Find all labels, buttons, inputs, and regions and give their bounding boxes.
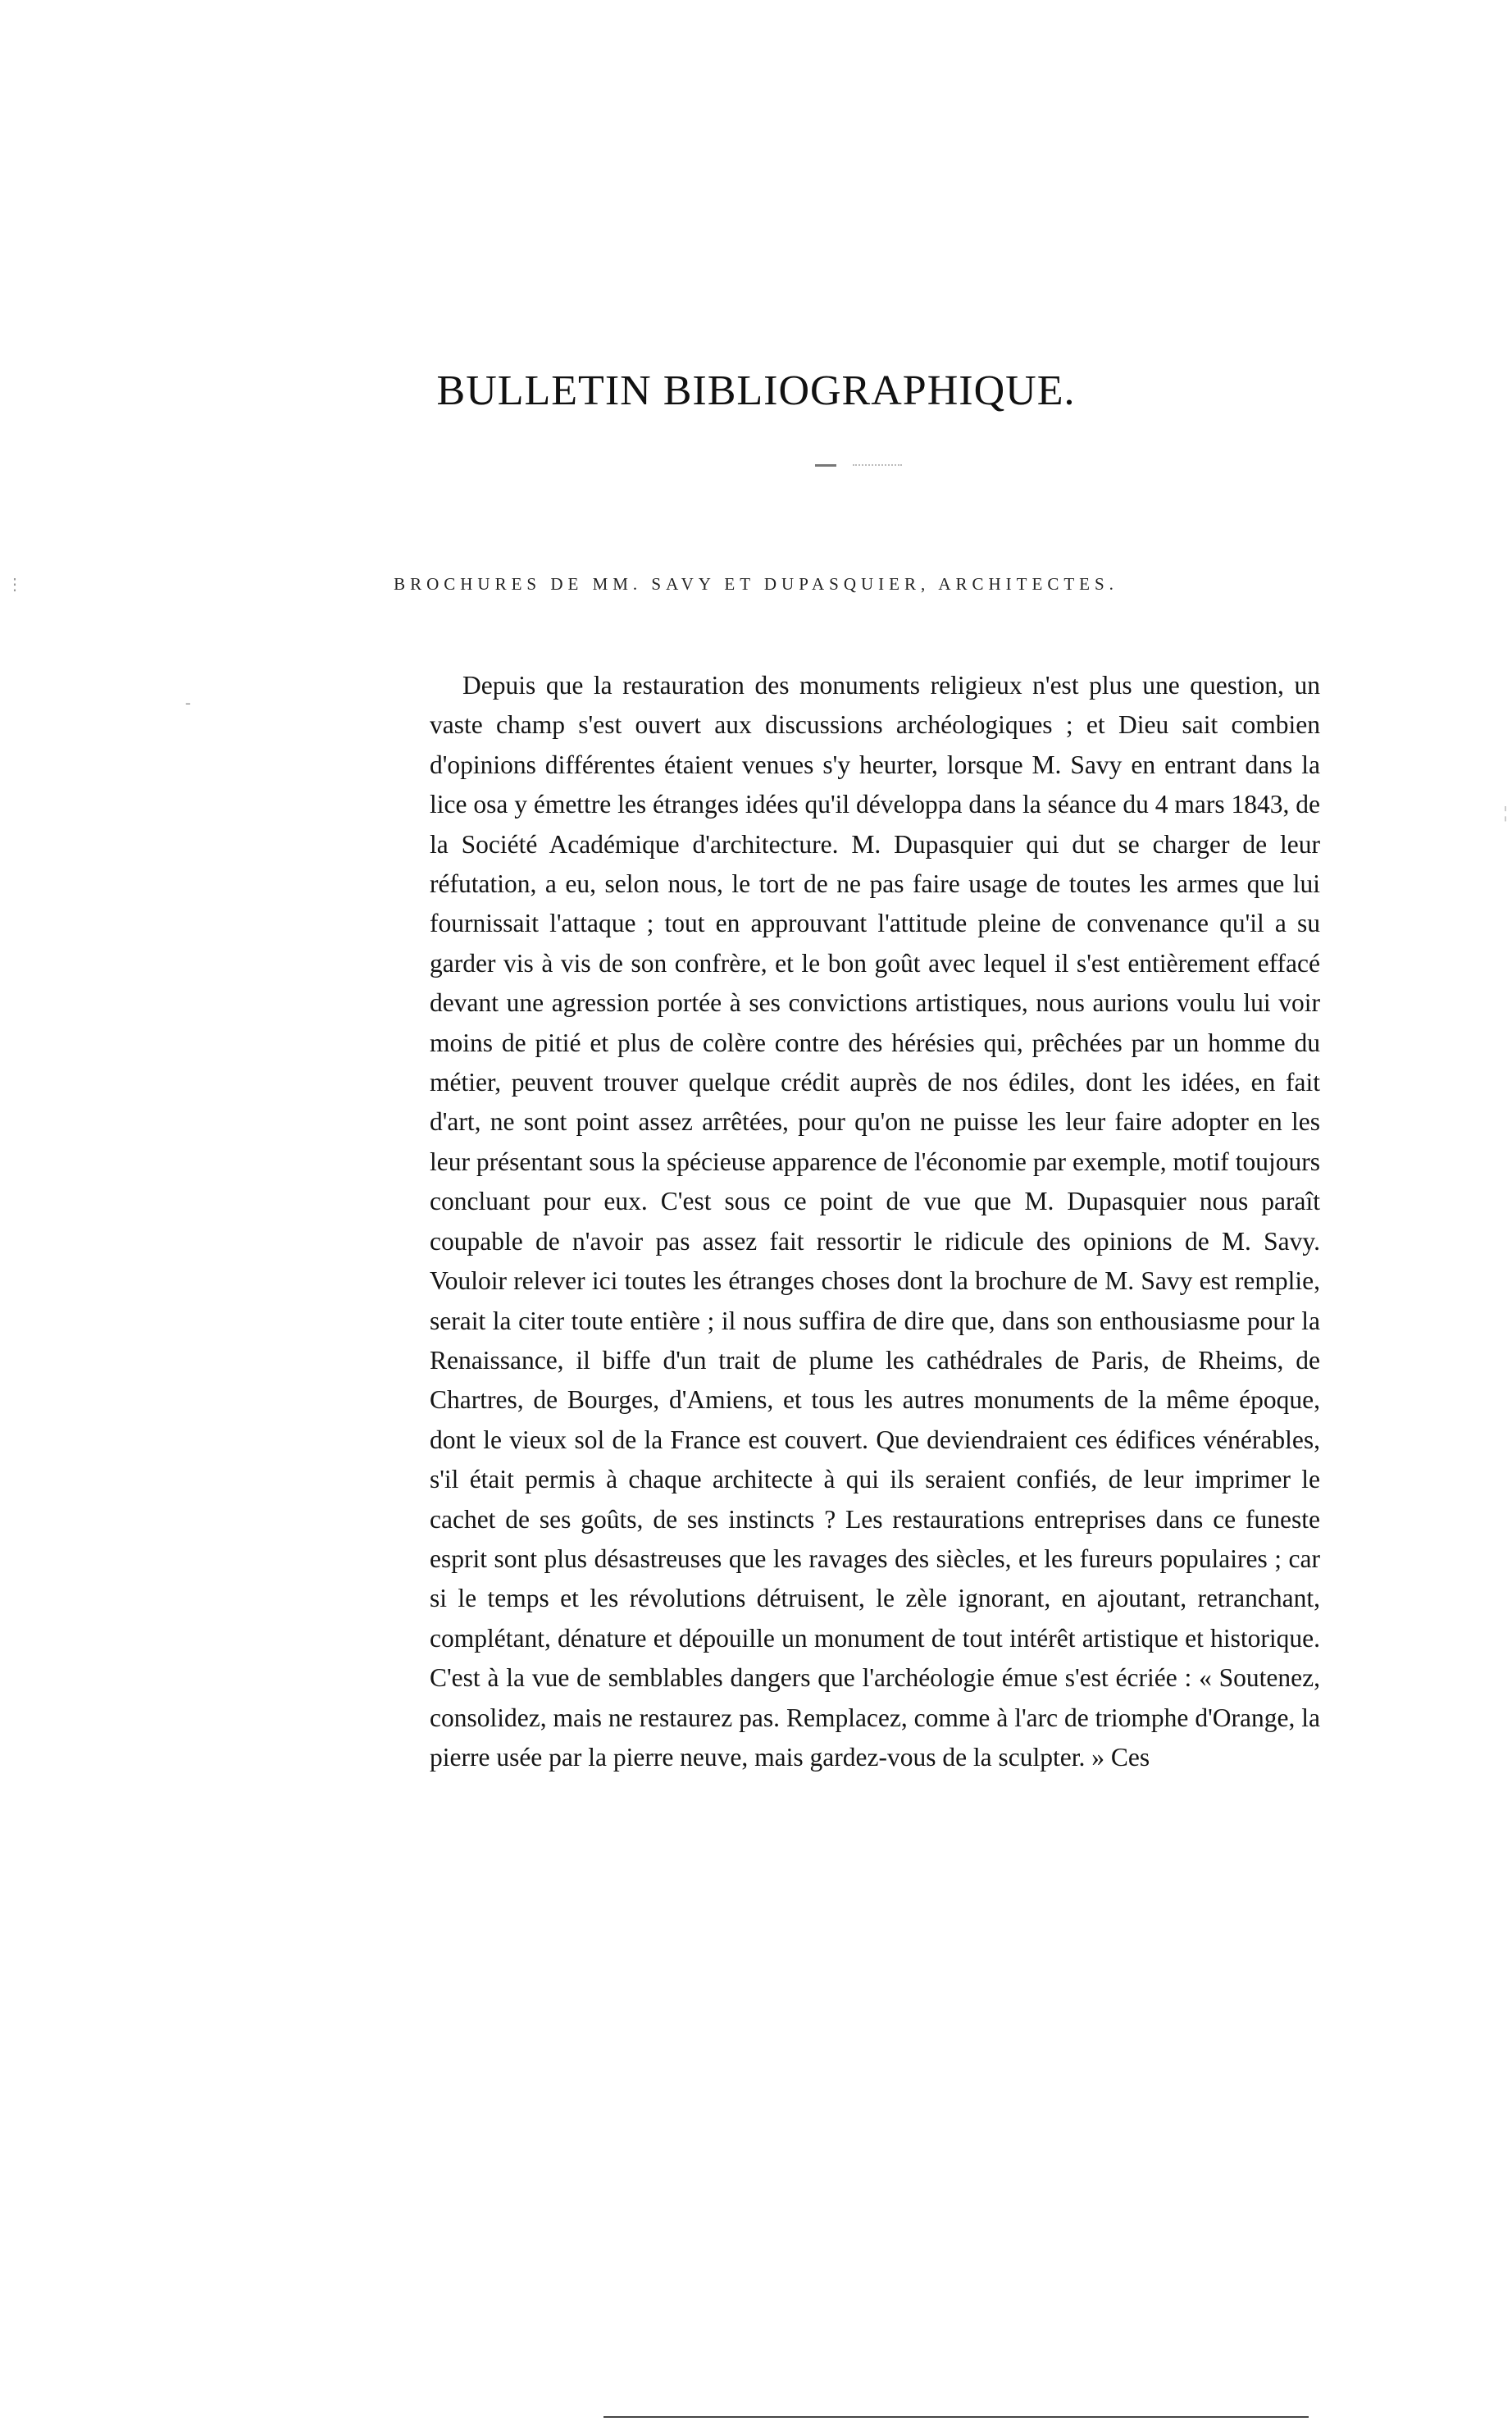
bottom-edge-rule	[603, 2416, 1309, 2418]
article-body	[430, 666, 1320, 1777]
article-subheading: BROCHURES DE MM. SAVY ET DUPASQUIER, ARCHITECTES.	[394, 574, 1118, 594]
page-title: BULLETIN BIBLIOGRAPHIQUE.	[436, 367, 1076, 414]
margin-mark-left: ⋮	[7, 576, 23, 594]
title-divider	[815, 464, 836, 467]
margin-mark-right: ¦	[1504, 804, 1508, 822]
body-paragraph: Depuis que la restauration des monuments religieux n'est plus une question, un vaste champ s'est ouvert aux discussions archéologiques ; et Dieu sait combien d'opinions différentes étaient venues s'y heurter, lorsque M. Savy en entrant dans la lice osa y émettre les étranges idées qu'il développa dans la séance du 4 mars 1843, de la Société Académique d'architecture. M. Dupasquier qui dut se charger de leur réfutation, a eu, selon nous, le tort de ne pas faire usage de toutes les armes que lui fournissait l'attaque ; tout en approuvant l'attitude pleine de convenance qu'il a su garder vis à vis de son confrère, et le bon goût avec lequel il s'est entièrement effacé devant une agression portée à ses convictions artistiques, nous aurions voulu lui voir moins de pitié et plus de colère contre des hérésies qui, prêchées par un homme du métier, peuvent trouver quelque crédit auprès de nos édiles, dont les idées, en fait d'art, ne sont point assez arrêtées, pour qu'on ne puisse les leur faire adopter en les leur présentant sous la spécieuse apparence de l'économie par exemple, motif toujours concluant pour eux. C'est sous ce point de vue que M. Dupasquier nous paraît coupable de n'avoir pas assez fait ressortir le ridicule des opinions de M. Savy. Vouloir relever ici toutes les étranges choses dont la brochure de M. Savy est remplie, serait la citer toute entière ; il nous suffira de dire que, dans son enthousiasme pour la Renaissance, il biffe d'un trait de plume les cathédrales de Paris, de Rheims, de Chartres, de Bourges, d'Amiens, et tous les autres monuments de la même époque, dont le vieux sol de la France est couvert. Que deviendraient ces édifices vénérables, s'il était permis à chaque architecte à qui ils seraient confiés, de leur imprimer le cachet de ses goûts, de ses instincts ? Les restaurations entreprises dans ce funeste esprit sont plus désastreuses que les ravages des siècles, et les fureurs populaires ; car si le temps et les révolutions détruisent, le zèle ignorant, en ajoutant, retranchant, complétant, dénature et dépouille un monument de tout intérêt artistique et historique. C'est à la vue de semblables dangers que l'archéologie émue s'est écriée : « Soutenez, consolidez, mais ne restaurez pas. Remplacez, comme à l'arc de triomphe d'Orange, la pierre usée par la pierre neuve, mais gardez-vous de la sculpter. » Ces	[430, 671, 1320, 1772]
margin-mark-left-dash: -	[185, 694, 191, 712]
title-divider-dots	[853, 464, 902, 467]
